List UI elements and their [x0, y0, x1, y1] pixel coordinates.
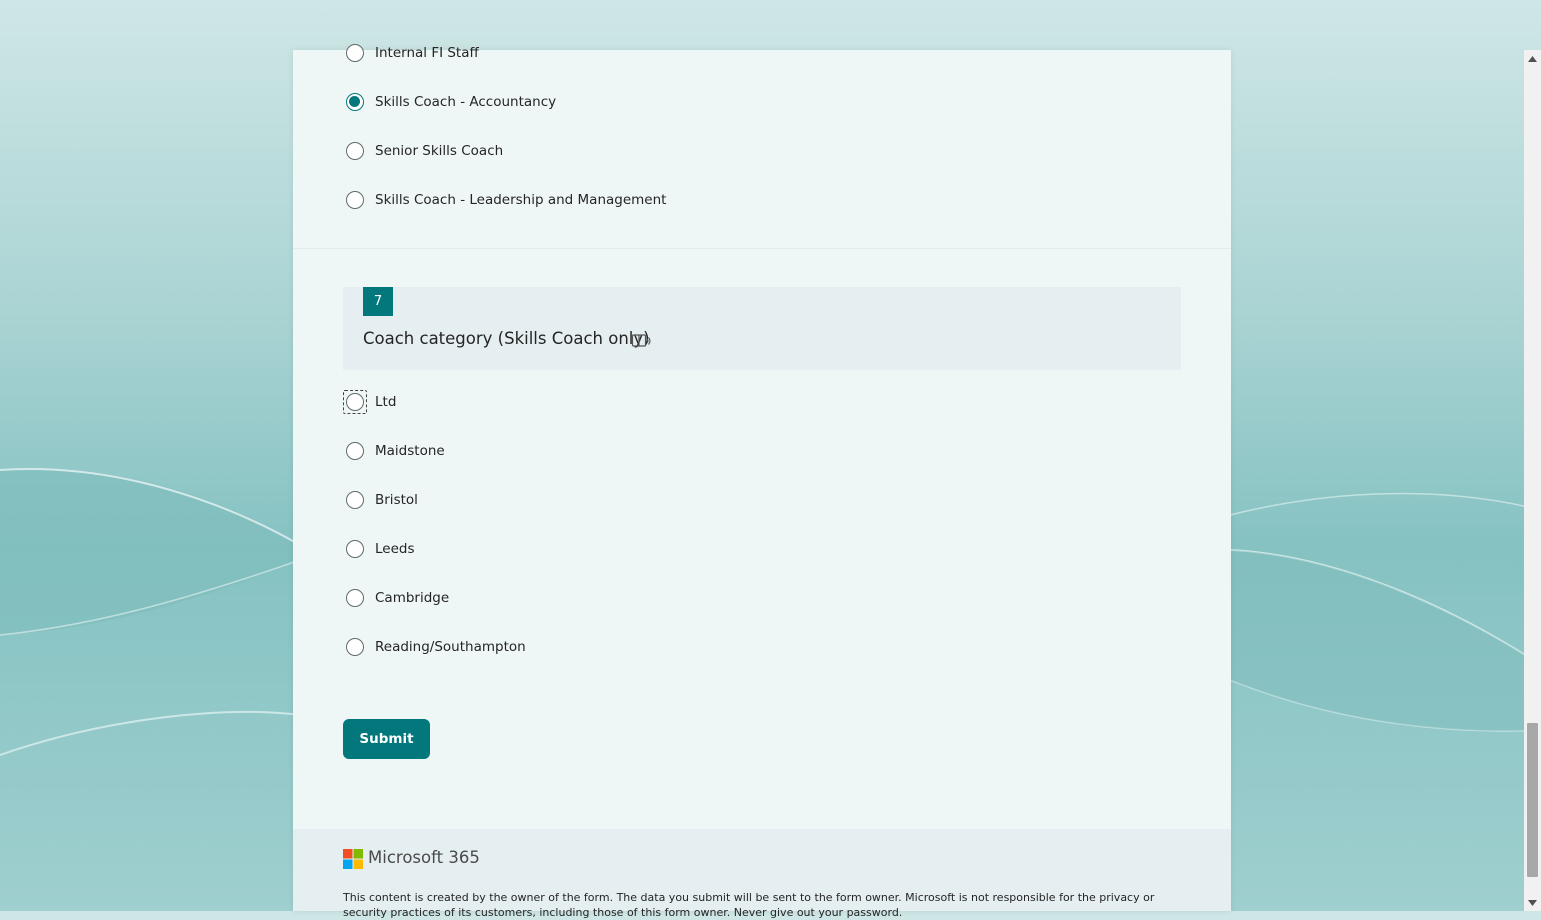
scrollbar-thumb[interactable] [1527, 723, 1538, 877]
option-skills-coach-accountancy[interactable] [343, 90, 556, 114]
radio-button[interactable] [346, 638, 364, 656]
radio-wrap [343, 41, 367, 65]
microsoft-logo-icon [343, 849, 363, 869]
radio-button[interactable] [346, 393, 364, 411]
option-leeds[interactable] [343, 537, 415, 561]
option-label: Reading/Southampton [375, 639, 526, 655]
radio-wrap [343, 90, 367, 114]
option-ltd[interactable] [343, 390, 396, 414]
option-bristol[interactable] [343, 488, 418, 512]
scroll-down-arrow-icon[interactable] [1524, 894, 1541, 911]
option-label: Leeds [375, 541, 415, 557]
disclaimer-text: This content is created by the owner of the form. The data you submit will be sent to the form owner. Microsoft is not responsible for the privacy or security practices of its customers, including those of this form owner. Never give out your password. [343, 891, 1155, 919]
option-cambridge[interactable] [343, 586, 449, 610]
radio-button[interactable] [346, 589, 364, 607]
question-title: Coach category (Skills Coach only) [363, 329, 650, 348]
section-divider [293, 248, 1231, 249]
form-card [293, 45, 1231, 919]
radio-button[interactable] [346, 142, 364, 160]
option-senior-skills-coach[interactable] [343, 139, 503, 163]
vertical-scrollbar[interactable] [1524, 50, 1541, 911]
radio-wrap [343, 188, 367, 212]
radio-button[interactable] [346, 442, 364, 460]
radio-wrap [343, 537, 367, 561]
radio-wrap [343, 586, 367, 610]
question-number: 7 [363, 287, 393, 316]
radio-button[interactable] [346, 540, 364, 558]
option-label: Bristol [375, 492, 418, 508]
option-reading-southampton[interactable] [343, 635, 526, 659]
radio-focus-ring [343, 390, 367, 414]
option-label: Skills Coach - Accountancy [375, 94, 557, 110]
footer [293, 829, 1231, 919]
submit-button[interactable]: Submit [343, 719, 430, 759]
radio-wrap [343, 139, 367, 163]
option-label: Cambridge [375, 590, 450, 606]
radio-wrap [343, 635, 367, 659]
radio-button-selected[interactable] [346, 93, 364, 111]
radio-button[interactable] [346, 191, 364, 209]
question-header [343, 287, 1181, 370]
option-label: Internal FI Staff [375, 45, 479, 61]
brand-name: Microsoft 365 [368, 848, 480, 867]
radio-wrap [343, 488, 367, 512]
option-label: Ltd [375, 394, 397, 410]
option-maidstone[interactable] [343, 439, 445, 463]
radio-button[interactable] [346, 491, 364, 509]
option-label: Skills Coach - Leadership and Management [375, 192, 667, 208]
scroll-up-arrow-icon[interactable] [1524, 50, 1541, 67]
option-label: Maidstone [375, 443, 445, 459]
option-skills-coach-leadership[interactable] [343, 188, 666, 212]
immersive-reader-icon[interactable] [631, 332, 651, 350]
radio-button[interactable] [346, 44, 364, 62]
option-internal-fi-staff[interactable] [343, 41, 479, 65]
radio-wrap [343, 439, 367, 463]
option-label: Senior Skills Coach [375, 143, 504, 159]
